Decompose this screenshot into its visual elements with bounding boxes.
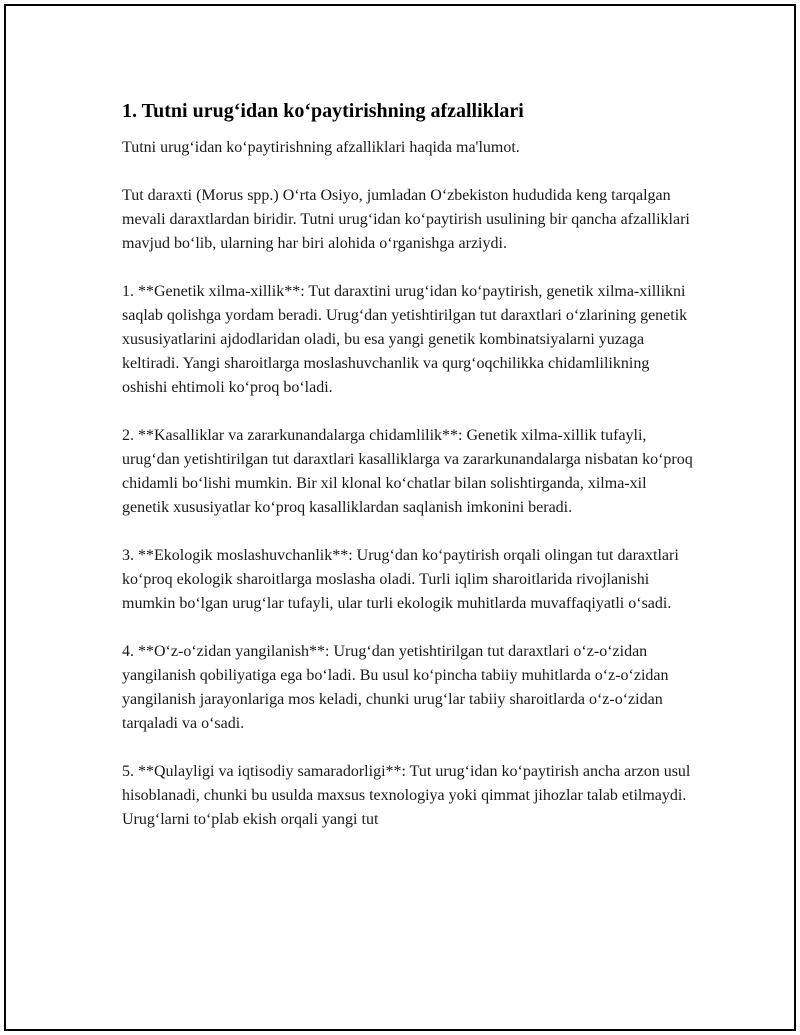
disease-resistance-paragraph: 2. **Kasalliklar va zararkunandalarga chidamlilik**: Genetik xilma-xillik tufayli, urug‘dan yetishtirilgan tut daraxtlari kasalliklarga va zararkunandalarga nisbatan ko‘proq chidamli bo‘lishi mumkin. Bir xil klonal ko‘chatlar bilan solishtirganda, xilma-xil genetik xususiyatlar ko‘proq kasalliklardan saqlanish imkonini beradi.: [122, 427, 693, 516]
document-title: 1. Tutni urug‘idan ko‘paytirishning afzalliklari: [122, 100, 524, 122]
document-page: [4, 4, 796, 1031]
background-paragraph: Tut daraxti (Morus spp.) O‘rta Osiyo, jumladan O‘zbekiston hududida keng tarqalgan mevali daraxtlardan biridir. Tutni urug‘idan ko‘paytirish usulining bir qancha afzalliklari mavjud bo‘lib, ularning har biri alohida o‘rganishga arziydi.: [122, 187, 690, 252]
ecological-adaptability-paragraph: 3. **Ekologik moslashuvchanlik**: Urug‘dan ko‘paytirish orqali olingan tut daraxtlari ko‘proq ekologik sharoitlarga moslasha oladi. Turli iqlim sharoitlarida rivojlanishi mumkin bo‘lgan urug‘lar tufayli, ular turli ekologik muhitlarda muvaffaqiyatli o‘sadi.: [122, 547, 679, 612]
genetic-diversity-paragraph: 1. **Genetik xilma-xillik**: Tut daraxtini urug‘idan ko‘paytirish, genetik xilma-xillikni saqlab qolishga yordam beradi. Urug‘dan yetishtirilgan tut daraxtlari o‘zlarining genetik xususiyatlarini ajdodlaridan oladi, bu esa yangi genetik kombinatsiyalarni yuzaga keltiradi. Yangi sharoitlarga moslashuvchanlik va qurg‘oqchilikka chidamlilikning oshishi ehtimoli ko‘proq bo‘ladi.: [122, 283, 688, 396]
economic-efficiency-paragraph: 5. **Qulayligi va iqtisodiy samaradorligi**: Tut urug‘idan ko‘paytirish ancha arzon usul hisoblanadi, chunki bu usulda maxsus texnologiya yoki qimmat jihozlar talab etilmaydi. Urug‘larni to‘plab ekish orqali yangi tut: [122, 763, 691, 828]
self-renewal-paragraph: 4. **O‘z-o‘zidan yangilanish**: Urug‘dan yetishtirilgan tut daraxtlari o‘z-o‘zidan yangilanish qobiliyatiga ega bo‘ladi. Bu usul ko‘pincha tabiiy muhitlarda o‘z-o‘zidan yangilanish jarayonlariga mos keladi, chunki urug‘lar tabiiy sharoitlarda o‘z-o‘zidan tarqaladi va o‘sadi.: [122, 643, 669, 732]
intro-paragraph: Tutni urug‘idan ko‘paytirishning afzalliklari haqida ma'lumot.: [122, 139, 520, 156]
document-body: [122, 98, 694, 856]
